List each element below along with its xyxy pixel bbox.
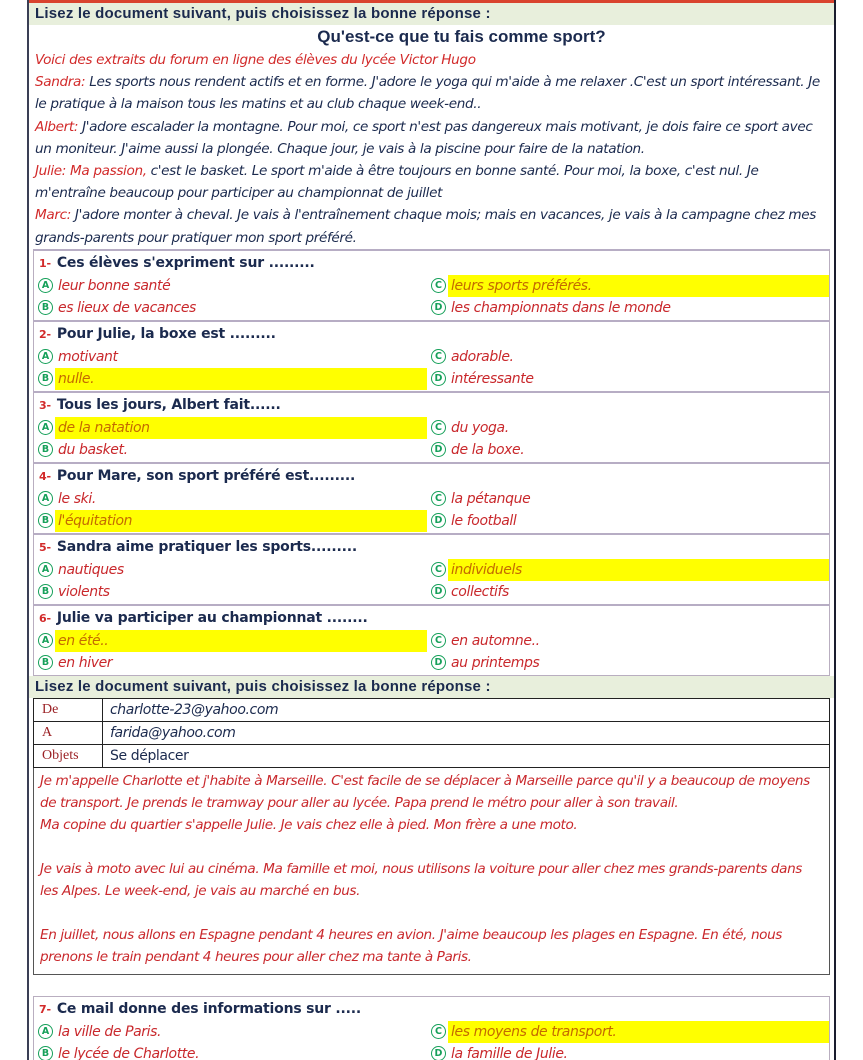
- question-7-container: [33, 996, 830, 1060]
- answer-text: en hiver: [58, 654, 113, 671]
- question-6: [33, 604, 830, 676]
- option-letter-b-icon: B: [38, 584, 53, 599]
- answer-text: nautiques: [58, 561, 124, 578]
- answer-option-d[interactable]: [427, 297, 829, 319]
- answer-option-d[interactable]: [427, 581, 829, 603]
- answer-text: adorable.: [451, 348, 514, 365]
- answer-text: es lieux de vacances: [58, 299, 196, 316]
- answer-text: intéressante: [451, 370, 534, 387]
- email-paragraph: Ma copine du quartier s'appelle Julie. Je vais chez elle à pied. Mon frère a une moto.: [40, 816, 578, 833]
- question-text: Sandra aime pratiquer les sports.........: [56, 538, 357, 555]
- email-to-label: A: [34, 721, 103, 744]
- email-subject-value: Se déplacer: [103, 744, 830, 767]
- answer-text: le football: [451, 512, 517, 529]
- answer-text: du basket.: [58, 441, 128, 458]
- answer-option-a[interactable]: [34, 488, 427, 510]
- answer-option-a[interactable]: [34, 559, 427, 581]
- answer-options: [34, 346, 829, 390]
- answer-option-a[interactable]: [34, 417, 427, 439]
- email-body: [33, 768, 830, 975]
- email-subject-row: [34, 744, 830, 767]
- question-5: [33, 533, 830, 605]
- option-letter-d-icon: D: [431, 1046, 446, 1060]
- answer-text: en automne..: [451, 632, 540, 649]
- section2-instruction: Lisez le document suivant, puis choisissez la bonne réponse :: [29, 676, 834, 698]
- answer-option-c[interactable]: [427, 275, 829, 297]
- answer-options: [34, 417, 829, 461]
- question-text: Ce mail donne des informations sur .....: [56, 1000, 362, 1017]
- option-letter-a-icon: A: [38, 562, 53, 577]
- email-to-row: [34, 721, 830, 744]
- option-letter-c-icon: C: [431, 491, 446, 506]
- answer-option-c[interactable]: [427, 346, 829, 368]
- post-text: Les sports nous rendent actifs et en forme. J'adore le yoga qui m'aide à me relaxer .C'est un sport intéressant. Je le pratique à la maison tous les matins et au club chaque week-end..: [35, 74, 820, 113]
- highlighted-answer-text: en été..: [55, 630, 427, 652]
- answer-options: [34, 559, 829, 603]
- question-list: [33, 249, 830, 676]
- highlighted-answer-text: l'équitation: [55, 510, 427, 532]
- highlighted-answer-text: individuels: [448, 559, 829, 581]
- answer-option-b[interactable]: [34, 297, 427, 319]
- post-sandra: [35, 71, 828, 115]
- answer-text: au printemps: [451, 654, 540, 671]
- paragraph-gap: [40, 902, 823, 924]
- answer-option-a[interactable]: [34, 275, 427, 297]
- answer-text: de la boxe.: [451, 441, 525, 458]
- answer-options: [34, 1021, 829, 1060]
- email-from-value: charlotte-23@yahoo.com: [103, 698, 830, 721]
- question-number: 4-: [39, 469, 51, 483]
- question-title: [34, 465, 829, 488]
- question-title: [34, 323, 829, 346]
- question-number: 3-: [39, 398, 51, 412]
- option-letter-c-icon: C: [431, 562, 446, 577]
- question-title: [34, 607, 829, 630]
- answer-option-c[interactable]: [427, 488, 829, 510]
- worksheet-page: [27, 0, 836, 1060]
- question-text: Tous les jours, Albert fait......: [56, 396, 281, 413]
- email-paragraph: Je vais à moto avec lui au cinéma. Ma famille et moi, nous utilisons la voiture pour aller chez mes grands-parents dans les Alpes. Le week-end, je vais au marché en bus.: [40, 860, 802, 899]
- option-letter-a-icon: A: [38, 1024, 53, 1039]
- question-4: [33, 462, 830, 534]
- post-text: J'adore escalader la montagne. Pour moi, ce sport n'est pas dangereux mais motivant, je dois faire ce sport avec un moniteur. J'aime aussi la plongée. Chaque jour, je vais à la piscine pour faire de la natation.: [35, 118, 813, 157]
- option-letter-b-icon: B: [38, 300, 53, 315]
- post-author: Marc:: [35, 207, 71, 224]
- email-from-label: De: [34, 698, 103, 721]
- question-number: 1-: [39, 256, 51, 270]
- option-letter-b-icon: B: [38, 442, 53, 457]
- answer-option-c[interactable]: [427, 630, 829, 652]
- answer-text: la famille de Julie.: [451, 1045, 568, 1060]
- answer-option-d[interactable]: [427, 439, 829, 461]
- answer-option-b[interactable]: [34, 1043, 427, 1060]
- answer-option-b[interactable]: [34, 652, 427, 674]
- answer-option-d[interactable]: [427, 368, 829, 390]
- question-number: 6-: [39, 611, 51, 625]
- document-title: Qu'est-ce que tu fais comme sport?: [317, 27, 606, 46]
- answer-option-a[interactable]: [34, 630, 427, 652]
- option-letter-d-icon: D: [431, 584, 446, 599]
- option-letter-b-icon: B: [38, 1046, 53, 1060]
- option-letter-d-icon: D: [431, 513, 446, 528]
- email-paragraph: En juillet, nous allons en Espagne pendant 4 heures en avion. J'aime beaucoup les plages en Espagne. En été, nous prenons le train pendant 4 heures pour aller chez ma tante à Paris.: [40, 926, 782, 965]
- answer-option-b[interactable]: [34, 368, 427, 390]
- highlighted-answer-text: leurs sports préférés.: [448, 275, 829, 297]
- option-letter-a-icon: A: [38, 633, 53, 648]
- question-number: 5-: [39, 540, 51, 554]
- post-albert: [35, 116, 828, 160]
- option-letter-a-icon: A: [38, 491, 53, 506]
- answer-option-d[interactable]: [427, 1043, 829, 1060]
- answer-option-c[interactable]: [427, 417, 829, 439]
- email-from-row: [34, 698, 830, 721]
- answer-option-a[interactable]: [34, 1021, 427, 1043]
- option-letter-c-icon: C: [431, 278, 446, 293]
- answer-text: du yoga.: [451, 419, 509, 436]
- email-header-table: [33, 698, 830, 768]
- post-marc: [35, 204, 828, 248]
- answer-option-b[interactable]: [34, 581, 427, 603]
- email-subject-label: Objets: [34, 744, 103, 767]
- option-letter-c-icon: C: [431, 633, 446, 648]
- question-text: Ces élèves s'expriment sur .........: [56, 254, 315, 271]
- answer-text: les championnats dans le monde: [451, 299, 671, 316]
- highlighted-answer-text: les moyens de transport.: [448, 1021, 829, 1043]
- question-7: [33, 996, 830, 1060]
- question-title: [34, 394, 829, 417]
- answer-text: le lycée de Charlotte.: [58, 1045, 200, 1060]
- email-to-value: farida@yahoo.com: [103, 721, 830, 744]
- question-title: [34, 998, 829, 1021]
- option-letter-a-icon: A: [38, 420, 53, 435]
- option-letter-b-icon: B: [38, 371, 53, 386]
- question-1: [33, 249, 830, 321]
- option-letter-c-icon: C: [431, 349, 446, 364]
- post-author: Julie: Ma passion,: [35, 163, 147, 180]
- highlighted-answer-text: de la natation: [55, 417, 427, 439]
- top-red-strip: [29, 0, 834, 3]
- answer-text: la ville de Paris.: [58, 1023, 162, 1040]
- question-number: 2-: [39, 327, 51, 341]
- forum-text: [29, 49, 834, 249]
- question-text: Pour Julie, la boxe est .........: [56, 325, 276, 342]
- answer-text: motivant: [58, 348, 118, 365]
- option-letter-c-icon: C: [431, 1024, 446, 1039]
- option-letter-d-icon: D: [431, 371, 446, 386]
- question-3: [33, 391, 830, 463]
- answer-options: [34, 488, 829, 532]
- section1-instruction: Lisez le document suivant, puis choisissez la bonne réponse :: [29, 3, 834, 25]
- answer-option-d[interactable]: [427, 652, 829, 674]
- post-author: Albert:: [35, 118, 79, 135]
- answer-options: [34, 275, 829, 319]
- answer-option-b[interactable]: [34, 439, 427, 461]
- answer-option-a[interactable]: [34, 346, 427, 368]
- question-2: [33, 320, 830, 392]
- answer-options: [34, 630, 829, 674]
- highlighted-answer-text: nulle.: [55, 368, 427, 390]
- option-letter-a-icon: A: [38, 278, 53, 293]
- option-letter-a-icon: A: [38, 349, 53, 364]
- answer-option-c[interactable]: [427, 559, 829, 581]
- answer-text: leur bonne santé: [58, 277, 171, 294]
- paragraph-gap: [40, 836, 823, 858]
- post-author: Sandra:: [35, 74, 86, 91]
- option-letter-b-icon: B: [38, 513, 53, 528]
- answer-option-d[interactable]: [427, 510, 829, 532]
- option-letter-b-icon: B: [38, 655, 53, 670]
- answer-option-b[interactable]: [34, 510, 427, 532]
- question-text: Julie va participer au championnat ........: [56, 609, 368, 626]
- option-letter-c-icon: C: [431, 420, 446, 435]
- answer-text: le ski.: [58, 490, 96, 507]
- answer-text: collectifs: [451, 583, 509, 600]
- option-letter-d-icon: D: [431, 442, 446, 457]
- option-letter-d-icon: D: [431, 655, 446, 670]
- answer-text: violents: [58, 583, 110, 600]
- answer-text: la pétanque: [451, 490, 531, 507]
- post-julie: [35, 160, 828, 204]
- email-paragraph: Je m'appelle Charlotte et j'habite à Marseille. C'est facile de se déplacer à Marseille parce qu'il y a beaucoup de moyens de transport. Je prends le tramway pour aller au lycée. Papa prend le métro pour aller à son travail.: [40, 772, 810, 811]
- post-text: c'est le basket. Le sport m'aide à être toujours en bonne santé. Pour moi, la boxe, c'est nul. Je m'entraîne beaucoup pour participer au championnat de juillet: [35, 163, 759, 202]
- question-number: 7-: [39, 1002, 51, 1016]
- question-text: Pour Mare, son sport préféré est.........: [56, 467, 356, 484]
- question-title: [34, 536, 829, 559]
- question-title: [34, 252, 829, 275]
- post-text: J'adore monter à cheval. Je vais à l'entraînement chaque mois; mais en vacances, je vais à la campagne chez mes grands-parents pour pratiquer mon sport préféré.: [35, 207, 817, 246]
- option-letter-d-icon: D: [431, 300, 446, 315]
- forum-intro: Voici des extraits du forum en ligne des élèves du lycée Victor Hugo: [35, 52, 476, 68]
- answer-option-c[interactable]: [427, 1021, 829, 1043]
